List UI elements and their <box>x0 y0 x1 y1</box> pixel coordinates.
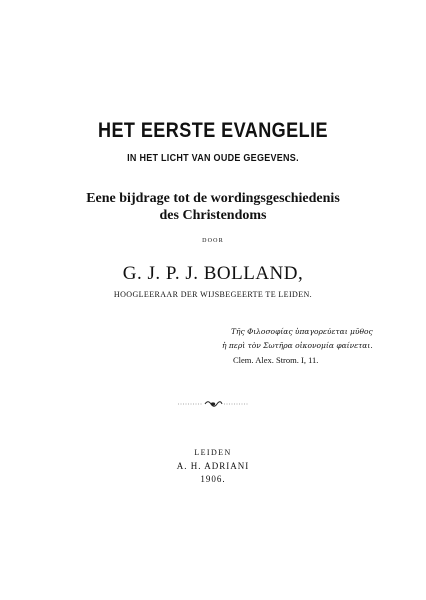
byline: DOOR <box>202 238 224 244</box>
imprint-year: 1906. <box>200 474 226 484</box>
epigraph-line-2: ἡ περὶ τὸν Σωτῆρα οἰκονομία φαίνεται. <box>222 341 373 350</box>
author-name: G. J. P. J. BOLLAND, <box>122 263 304 284</box>
decorative-rule-icon <box>178 400 248 408</box>
epigraph-citation: Clem. Alex. Strom. I, 11. <box>233 355 319 365</box>
author-title: HOOGLEERAAR DER WIJSBEGEERTE TE LEIDEN. <box>113 290 313 299</box>
description-line-2: des Christendoms <box>159 208 267 223</box>
book-title: HET EERSTE EVANGELIE <box>97 119 329 142</box>
epigraph-line-1: Τῆς Φιλοσοφίας ὑπαγορεύεται μῦθος <box>231 327 373 336</box>
description-line-1: Eene bijdrage tot de wordingsgeschiedenis <box>86 191 340 206</box>
imprint-publisher: A. H. ADRIANI <box>176 461 250 471</box>
imprint-place: LEIDEN <box>194 448 232 457</box>
book-subtitle: IN HET LICHT VAN OUDE GEGEVENS. <box>127 153 299 164</box>
